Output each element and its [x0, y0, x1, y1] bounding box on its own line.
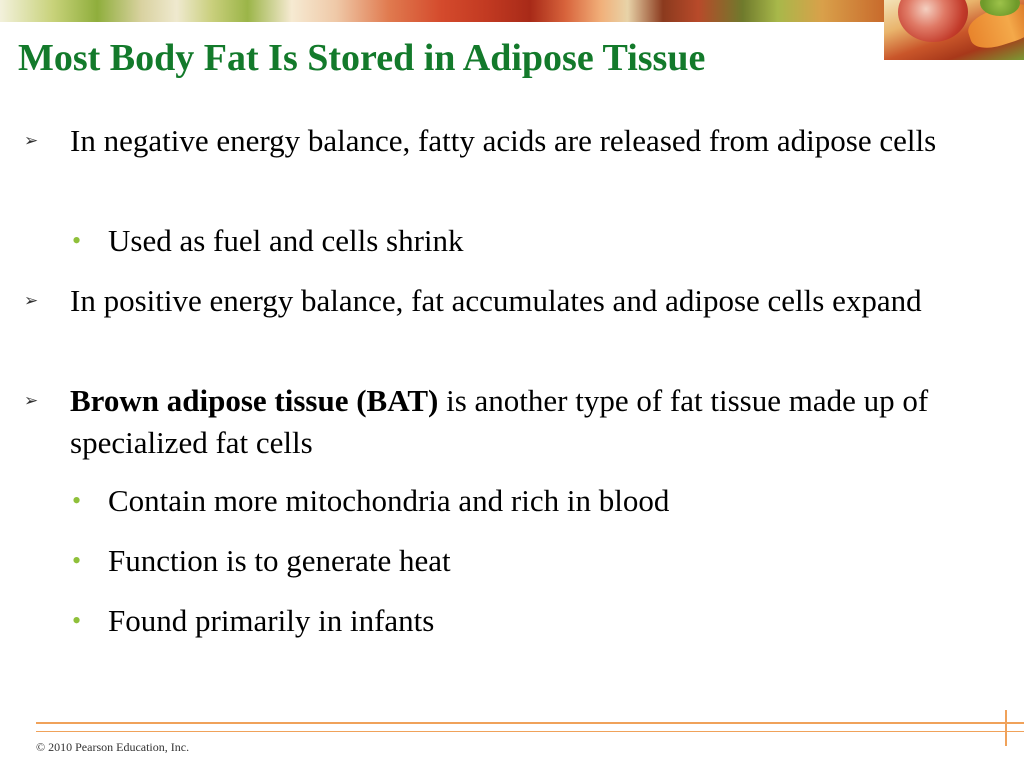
footer-rule	[36, 722, 1024, 724]
dot-bullet-icon: •	[72, 606, 82, 635]
corner-vegetable-image	[884, 0, 1024, 60]
footer-rule-thin	[36, 731, 1024, 732]
sub-bullet-text: Contain more mitochondria and rich in blood	[108, 483, 670, 518]
bullet-text: In negative energy balance, fatty acids are released from adipose cells	[70, 123, 937, 158]
arrow-bullet-icon: ➢	[24, 291, 39, 310]
bullet-text-rest: is another type of fat tissue made up of specialized fat cells	[70, 383, 929, 460]
arrow-bullet-icon: ➢	[24, 131, 39, 150]
dot-bullet-icon: •	[72, 486, 82, 515]
slide-title: Most Body Fat Is Stored in Adipose Tissue	[18, 37, 706, 79]
copyright-text: © 2010 Pearson Education, Inc.	[36, 740, 190, 754]
sub-bullet-text: Used as fuel and cells shrink	[108, 223, 464, 258]
bold-term: Brown adipose tissue (BAT)	[70, 383, 439, 418]
top-banner-image	[0, 0, 884, 22]
dot-bullet-icon: •	[72, 546, 82, 575]
footer-rule-tick	[1005, 710, 1007, 746]
arrow-bullet-icon: ➢	[24, 391, 39, 410]
dot-bullet-icon: •	[72, 226, 82, 255]
bullet-text	[70, 380, 970, 464]
tomato-shape	[898, 0, 968, 42]
bullet-text: In positive energy balance, fat accumulates and adipose cells expand	[70, 283, 922, 318]
sub-bullet-text: Found primarily in infants	[108, 603, 435, 638]
sub-bullet-text: Function is to generate heat	[108, 543, 451, 578]
